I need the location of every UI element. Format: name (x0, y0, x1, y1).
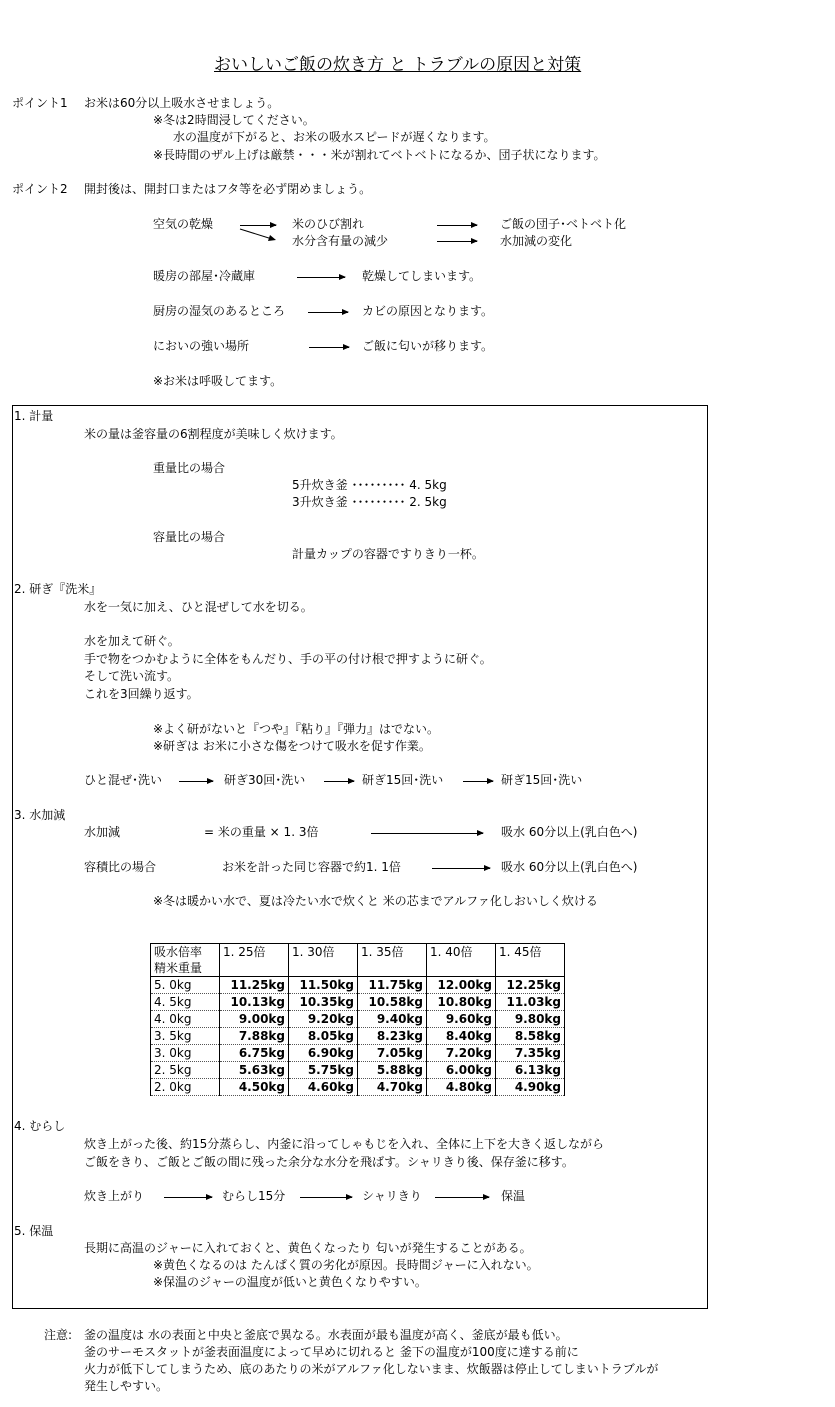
table-cell: 7.35kg (496, 1045, 565, 1062)
steam-flow-step1: 炊き上がり (84, 1189, 145, 1203)
arrow-right-icon (297, 277, 345, 278)
table-cell: 8.05kg (289, 1028, 358, 1045)
table-col-header: 1. 30倍 (289, 944, 358, 977)
arrow-right-icon (324, 781, 354, 782)
section3-note: ※冬は暖かい水で、夏は冷たい水で炊くと 米の芯までアルファ化しおいしく炊ける (153, 894, 598, 908)
section2-line1: 水を一気に加え、ひと混ぜして水を切る。 (84, 600, 313, 614)
section2-line2: 水を加えて研ぐ。 (84, 634, 180, 648)
heater-label: 暖房の部屋･冷蔵庫 (153, 269, 256, 283)
caution-line1: 釜の温度は 水の表面と中央と釜底で異なる。水表面が最も温度が高く、釜底が最も低い。 (84, 1328, 568, 1342)
arrow-right-icon (179, 781, 213, 782)
table-cell: 8.58kg (496, 1028, 565, 1045)
section4-line2: ご飯をきり、ご飯とご飯の間に残った余分な水分を飛ばす。シャリきり後、保存釜に移す。 (84, 1155, 574, 1169)
weight-5sho: 5升炊き釜 ･････････ 4. 5kg (292, 478, 447, 492)
arrow-right-icon (300, 1197, 352, 1198)
arrow-right-icon (371, 833, 483, 834)
table-row-label: 3. 0kg (151, 1045, 220, 1062)
section2-line3: 手で物をつかむように全体をもんだり、手の平の付け根で押すように研ぐ。 (84, 652, 492, 666)
arrow-right-icon (309, 347, 349, 348)
table-cell: 4.90kg (496, 1079, 565, 1096)
water-ratio-table (150, 943, 565, 1096)
table-cell: 7.88kg (220, 1028, 289, 1045)
table-cell: 10.58kg (358, 994, 427, 1011)
arrow-right-icon (435, 1197, 489, 1198)
volume-ratio-label: 容量比の場合 (153, 530, 226, 544)
water-ratio-formula: = 米の重量 × 1. 3倍 (204, 825, 319, 839)
arrow-right-icon (463, 781, 493, 782)
steam-flow-step4: 保温 (501, 1189, 526, 1203)
table-cell: 9.20kg (289, 1011, 358, 1028)
section2-note2: ※研ぎは お米に小さな傷をつけて吸水を促す作業。 (153, 739, 431, 753)
main-box (12, 405, 708, 1309)
table-cell: 12.00kg (427, 977, 496, 994)
table-cell: 11.25kg (220, 977, 289, 994)
table-corner-absorb: 吸水倍率 (154, 945, 203, 959)
weight-3sho: 3升炊き釜 ･････････ 2. 5kg (292, 495, 447, 509)
smell-result: ご飯に匂いが移ります。 (362, 339, 494, 353)
point2-label: ポイント2 (12, 182, 68, 196)
table-row (151, 1011, 565, 1028)
table-cell: 6.13kg (496, 1062, 565, 1079)
table-cell: 4.80kg (427, 1079, 496, 1096)
water-change-label: 水加減の変化 (500, 234, 573, 248)
arrow-diagonal-icon (238, 227, 278, 243)
steam-flow-step3: シャリきり (362, 1189, 422, 1203)
table-cell: 7.20kg (427, 1045, 496, 1062)
section2-line4: そして洗い流す。 (84, 669, 180, 683)
crack-label: 米のひび割れ (292, 217, 365, 231)
table-corner-weight: 精米重量 (154, 961, 203, 975)
table-row (151, 1079, 565, 1096)
arrow-right-icon (437, 225, 477, 226)
table-row (151, 994, 565, 1011)
arrow-right-icon (164, 1197, 212, 1198)
point1-text: お米は60分以上吸水させましょう。 (84, 96, 280, 110)
heater-result: 乾燥してしまいます。 (362, 269, 482, 283)
table-row-label: 4. 0kg (151, 1011, 220, 1028)
volume-text: 計量カップの容器ですりきり一杯。 (292, 547, 484, 561)
volume-ratio-row-label: 容積比の場合 (84, 860, 157, 874)
table-row (151, 977, 565, 994)
table-cell: 4.70kg (358, 1079, 427, 1096)
section2-heading: 2. 研ぎ『洗米』 (14, 582, 102, 596)
table-row-label: 3. 5kg (151, 1028, 220, 1045)
table-cell: 4.50kg (220, 1079, 289, 1096)
caution-line2: 釜のサーモスタットが釜表面温度によって早めに切れると 釜下の温度が100度に達する前に (84, 1345, 579, 1359)
section2-line5: これを3回繰り返す。 (84, 687, 199, 701)
table-cell: 5.88kg (358, 1062, 427, 1079)
point1-label: ポイント1 (12, 96, 68, 110)
table-col-header: 1. 40倍 (427, 944, 496, 977)
page-title: おいしいご飯の炊き方 と トラブルの原因と対策 (214, 55, 582, 75)
table-cell: 9.60kg (427, 1011, 496, 1028)
breath-note: ※お米は呼吸してます。 (153, 374, 283, 388)
table-row (151, 1045, 565, 1062)
table-row (151, 1062, 565, 1079)
wash-flow-step3: 研ぎ15回･洗い (362, 773, 444, 787)
humid-label: 厨房の湿気のあるところ (153, 304, 286, 318)
section4-heading: 4. むらし (14, 1119, 66, 1133)
table-row-label: 2. 0kg (151, 1079, 220, 1096)
wash-flow-step2: 研ぎ30回･洗い (224, 773, 306, 787)
arrow-right-icon (437, 241, 477, 242)
table-corner (151, 944, 220, 977)
arrow-right-icon (308, 312, 348, 313)
table-row-label: 5. 0kg (151, 977, 220, 994)
table-cell: 9.80kg (496, 1011, 565, 1028)
section5-line1: 長期に高温のジャーに入れておくと、黄色くなったり 匂いが発生することがある。 (84, 1241, 532, 1255)
table-cell: 6.00kg (427, 1062, 496, 1079)
section5-heading: 5. 保温 (14, 1224, 54, 1238)
water-ratio-result: 吸水 60分以上(乳白色へ) (501, 825, 638, 839)
point1-note2: 水の温度が下がると、お米の吸水スピードが遅くなります。 (173, 130, 496, 144)
smell-label: においの強い場所 (153, 339, 250, 353)
caution-label: 注意: (44, 1328, 73, 1342)
volume-ratio-formula: お米を計った同じ容器で約1. 1倍 (222, 860, 401, 874)
section5-note1: ※黄色くなるのは たんぱく質の劣化が原因。長時間ジャーに入れない。 (153, 1258, 539, 1272)
table-cell: 12.25kg (496, 977, 565, 994)
table-cell: 11.03kg (496, 994, 565, 1011)
arrow-right-icon (240, 225, 276, 226)
table-row-label: 4. 5kg (151, 994, 220, 1011)
table-cell: 8.40kg (427, 1028, 496, 1045)
table-cell: 11.50kg (289, 977, 358, 994)
weight-ratio-label: 重量比の場合 (153, 461, 226, 475)
section4-line1: 炊き上がった後、約15分蒸らし、内釜に沿ってしゃもじを入れ、全体に上下を大きく返しながら (84, 1137, 604, 1151)
table-cell: 11.75kg (358, 977, 427, 994)
moisture-label: 水分含有量の減少 (292, 234, 389, 248)
section5-note2: ※保温のジャーの温度が低いと黄色くなりやすい。 (153, 1275, 427, 1289)
table-cell: 4.60kg (289, 1079, 358, 1096)
table-cell: 6.90kg (289, 1045, 358, 1062)
caution-line3: 火力が低下してしまうため、底のあたりの米がアルファ化しないまま、炊飯器は停止してしまいトラブルが (84, 1362, 659, 1376)
table-cell: 6.75kg (220, 1045, 289, 1062)
wash-flow-step1: ひと混ぜ･洗い (84, 773, 163, 787)
table-row (151, 1028, 565, 1045)
point1-note1: ※冬は2時間浸してください。 (153, 113, 315, 127)
table-cell: 8.23kg (358, 1028, 427, 1045)
section1-text: 米の量は釜容量の6割程度が美味しく炊けます。 (84, 427, 343, 441)
point2-text: 開封後は、開封口またはフタ等を必ず閉めましょう。 (84, 182, 372, 196)
table-col-header: 1. 45倍 (496, 944, 565, 977)
lump-label: ご飯の団子･ベトベト化 (500, 217, 627, 231)
volume-ratio-result: 吸水 60分以上(乳白色へ) (501, 860, 638, 874)
arrow-right-icon (432, 868, 490, 869)
point1-note3: ※長時間のザル上げは厳禁・・・米が割れてベトベトになるか、団子状になります。 (153, 148, 606, 162)
table-cell: 10.35kg (289, 994, 358, 1011)
section2-note1: ※よく研がないと『つや』『粘り』『弾力』はでない。 (153, 722, 440, 736)
table-cell: 10.80kg (427, 994, 496, 1011)
dry-air-label: 空気の乾燥 (153, 217, 214, 231)
caution-line4: 発生しやすい。 (84, 1379, 169, 1393)
table-row-label: 2. 5kg (151, 1062, 220, 1079)
table-cell: 5.75kg (289, 1062, 358, 1079)
wash-flow-step4: 研ぎ15回･洗い (501, 773, 583, 787)
table-cell: 9.00kg (220, 1011, 289, 1028)
section3-heading: 3. 水加減 (14, 808, 66, 822)
water-ratio-label: 水加減 (84, 825, 121, 839)
table-cell: 5.63kg (220, 1062, 289, 1079)
humid-result: カビの原因となります。 (362, 304, 494, 318)
table-cell: 7.05kg (358, 1045, 427, 1062)
table-cell: 9.40kg (358, 1011, 427, 1028)
table-col-header: 1. 35倍 (358, 944, 427, 977)
table-cell: 10.13kg (220, 994, 289, 1011)
table-col-header: 1. 25倍 (220, 944, 289, 977)
section1-heading: 1. 計量 (14, 409, 54, 423)
steam-flow-step2: むらし15分 (222, 1189, 286, 1203)
